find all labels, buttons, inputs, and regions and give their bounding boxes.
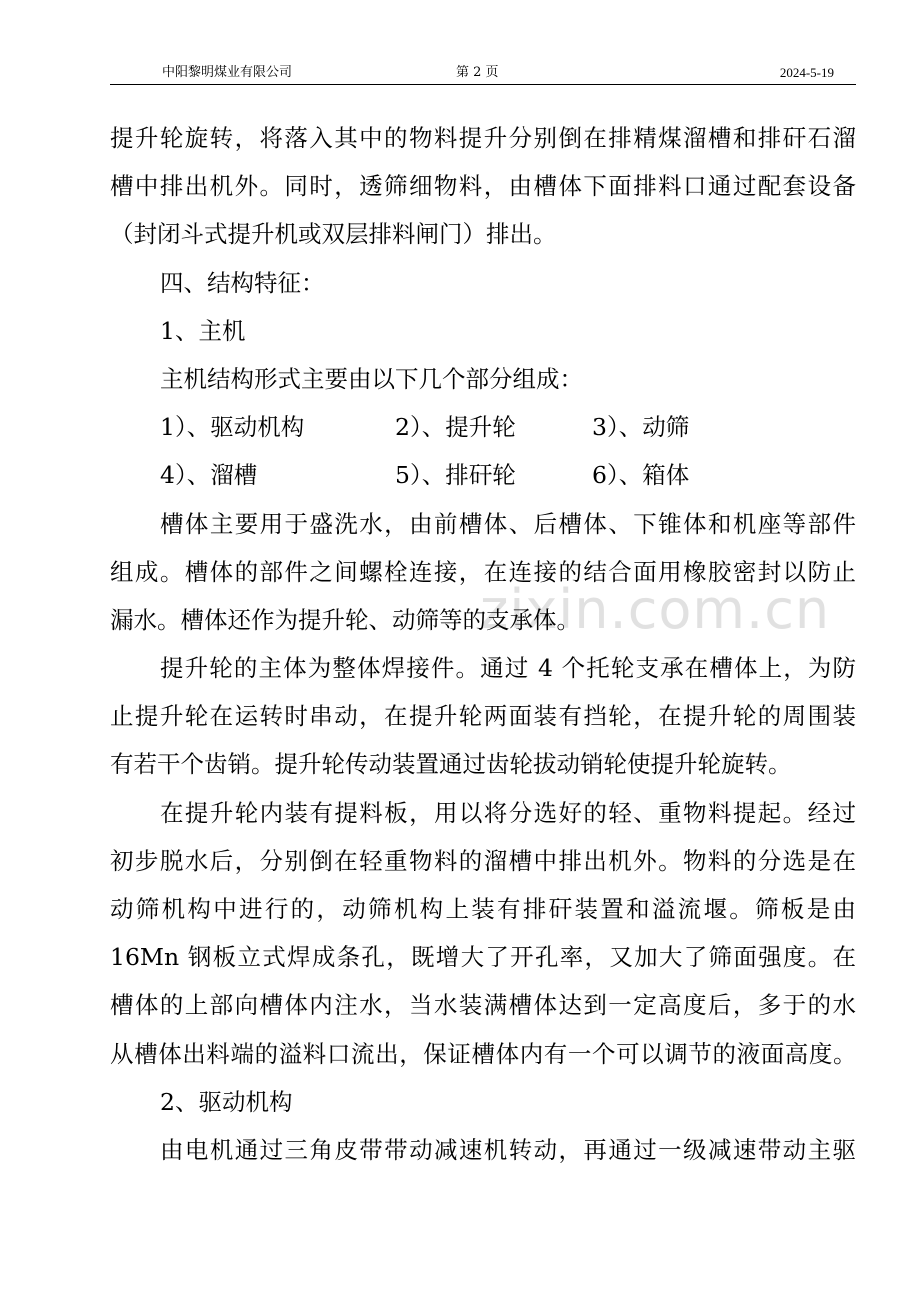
- component-item: 2）、提升轮: [395, 413, 516, 442]
- subsection-heading: 1、主机: [160, 316, 246, 345]
- text-line: （封闭斗式提升机或双层排料闸门）排出。: [110, 220, 557, 249]
- text-line: 从槽体出料端的溢料口流出，保证槽体内有一个可以调节的液面高度。: [110, 1039, 856, 1068]
- text-line: 提升轮的主体为整体焊接件。通过 4 个托轮支承在槽体上，为防: [160, 654, 856, 683]
- text-line: 初步脱水后，分别倒在轻重物料的溜槽中排出机外。物料的分选是在: [110, 846, 856, 875]
- component-list-row: [110, 451, 856, 499]
- header-page-number: 第 2 页: [456, 65, 499, 80]
- document-body: [110, 114, 856, 1174]
- component-item: 4）、溜槽: [160, 461, 258, 490]
- text-line: 止提升轮在运转时串动，在提升轮两面装有挡轮，在提升轮的周围装: [110, 702, 856, 731]
- text-line: 有若干个齿销。提升轮传动装置通过齿轮拔动销轮使提升轮旋转。: [110, 750, 792, 779]
- watermark: zixin.com.cn: [480, 578, 831, 641]
- component-list-row: [110, 403, 856, 451]
- text-line: 在提升轮内装有提料板，用以将分选好的轻、重物料提起。经过: [160, 798, 856, 827]
- text-line: 槽体的上部向槽体内注水，当水装满槽体达到一定高度后，多于的水: [110, 991, 856, 1020]
- text-line: 组成。槽体的部件之间螺栓连接，在连接的结合面用橡胶密封以防止: [110, 557, 856, 586]
- page-header: [110, 62, 856, 85]
- text-line: 由电机通过三角皮带带动减速机转动，再通过一级减速带动主驱: [160, 1135, 856, 1164]
- header-date: 2024-5-19: [779, 65, 834, 80]
- header-company: 中阳黎明煤业有限公司: [162, 65, 293, 80]
- component-item: 1）、驱动机构: [160, 413, 305, 442]
- text-line: 动筛机构中进行的，动筛机构上装有排矸装置和溢流堰。筛板是由: [110, 895, 856, 923]
- component-item: 3）、动筛: [592, 413, 690, 442]
- text-line: 提升轮旋转，将落入其中的物料提升分别倒在排精煤溜槽和排矸石溜: [110, 124, 856, 152]
- subsection-heading: 2、驱动机构: [160, 1087, 293, 1116]
- text-line: 槽中排出机外。同时，透筛细物料，由槽体下面排料口通过配套设备: [110, 172, 856, 201]
- text-line: 漏水。槽体还作为提升轮、动筛等的支承体。: [110, 605, 580, 634]
- text-line: 槽体主要用于盛洗水，由前槽体、后槽体、下锥体和机座等部件: [160, 509, 856, 538]
- component-item: 6）、箱体: [592, 461, 690, 490]
- section-heading: 四、结构特征：: [160, 268, 325, 297]
- text-line: 16Mn 钢板立式焊成条孔，既增大了开孔率，又加大了筛面强度。在: [110, 943, 856, 972]
- text-line: 主机结构形式主要由以下几个部分组成：: [160, 364, 583, 393]
- component-item: 5）、排矸轮: [395, 461, 516, 490]
